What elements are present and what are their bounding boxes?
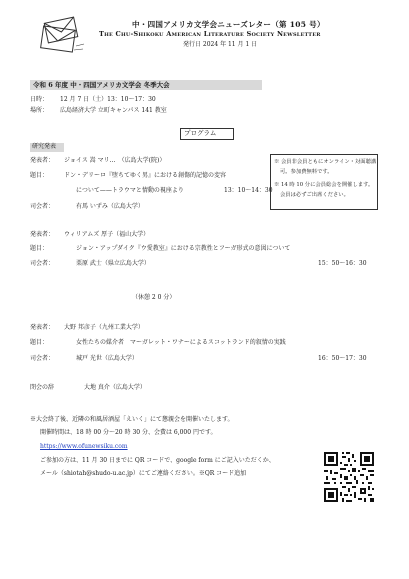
talk2-chair: 栗原 武士（県立広島大学）	[76, 260, 150, 267]
talk3-presenter-label: 発表者：	[30, 324, 55, 331]
talk1-title-label: 題目：	[30, 172, 49, 179]
talk2-title-label: 題目：	[30, 245, 49, 252]
talk2-title: ジョン・アップダイク『ウ愛教室』における宗教性とフーガ形式の意図について	[76, 245, 291, 252]
talk1-title-line1: ドン・デリーロ『堕ちてゆく男』における創傷的記憶の変容	[64, 172, 226, 179]
envelope-logo	[36, 16, 86, 56]
talk3-title: 女性たちの媒介者 マーガレット・ワナーによるスコットランド的叙情の実践	[76, 339, 286, 346]
footer-line2: 開催時間は、18 時 00 分～20 時 30 分、会費は 6,000 円です。	[40, 429, 217, 436]
meeting-title: 令和 6 年度 中・四国アメリカ文学会 冬季大会	[33, 81, 170, 89]
closing-person: 大地 真介（広島大学）	[84, 384, 146, 391]
talk1-presenter: ジョイス 嵩 マリ… （広島大学(院)）	[64, 157, 166, 164]
talk1-chair: 有馬 いずみ（広島大学）	[76, 203, 144, 210]
date-value: 12 月 7 日（土）13：10～17：30	[60, 96, 156, 103]
note-line3: ※ 14 時 10 分に会員総会を開催します。	[274, 182, 374, 188]
program-title: プログラム	[184, 129, 217, 137]
talk3-chair-label: 司会者：	[30, 355, 55, 362]
research-label: 研究発表	[32, 143, 57, 150]
date-label: 日時：	[30, 96, 49, 103]
talk1-time: 13：10～14：30	[224, 187, 273, 194]
talk3-time: 16：50～17：30	[318, 355, 367, 362]
talk3-chair: 城戸 光世（広島大学）	[76, 355, 138, 362]
talk1-title-line2: について——トラウマと情動の視座より	[76, 187, 184, 194]
note-line2: 可。参加費無料です。	[280, 169, 333, 175]
issue-date: 発行日 2024 年 11 月 1 日	[183, 41, 258, 48]
footer-line4: メール（shiotah@shudo-u.ac.jp）にてご連絡ください。※QR コード追加	[40, 470, 247, 477]
talk2-presenter-label: 発表者：	[30, 231, 55, 238]
talk1-chair-label: 司会者：	[30, 203, 55, 210]
newsletter-title-en: The Chu-Shikoku American Literature Society Newsletter	[99, 30, 321, 38]
talk2-time: 15：50～16：30	[318, 260, 367, 267]
qr-code[interactable]	[322, 450, 376, 504]
talk2-presenter: ウィリアムズ 厚子（福山大学）	[64, 231, 150, 238]
note-line1: ※ 会員非会員ともにオンライン・対面聴講	[274, 159, 377, 165]
talk1-presenter-label: 発表者：	[30, 157, 55, 164]
place-label: 場所：	[30, 107, 49, 114]
talk2-chair-label: 司会者：	[30, 260, 55, 267]
break-label: （休憩 2 0 分）	[132, 294, 176, 301]
talk3-presenter: 大野 邦彦子（九州工業大学）	[64, 324, 144, 331]
newsletter-title-jp: 中・四国アメリカ文学会ニューズレター（第 105 号）	[132, 20, 325, 29]
footer-link[interactable]: https://www.ofunewsiku.com	[40, 443, 128, 450]
place-value: 広島経済大学 立町キャンパス 141 教室	[60, 107, 167, 114]
closing-label: 閉会の辞	[30, 384, 55, 391]
note-line4: 会員は必ずご出席ください。	[280, 192, 349, 198]
talk3-title-label: 題目：	[30, 339, 49, 346]
footer-line3: ご参加の方は、11 月 30 日までに QR コードで、google form にご記入いただくか、	[40, 457, 275, 464]
footer-line1: ※大会終了後、近隣の和風居酒屋「えいく」にて懇親会を開催いたします。	[30, 416, 234, 423]
